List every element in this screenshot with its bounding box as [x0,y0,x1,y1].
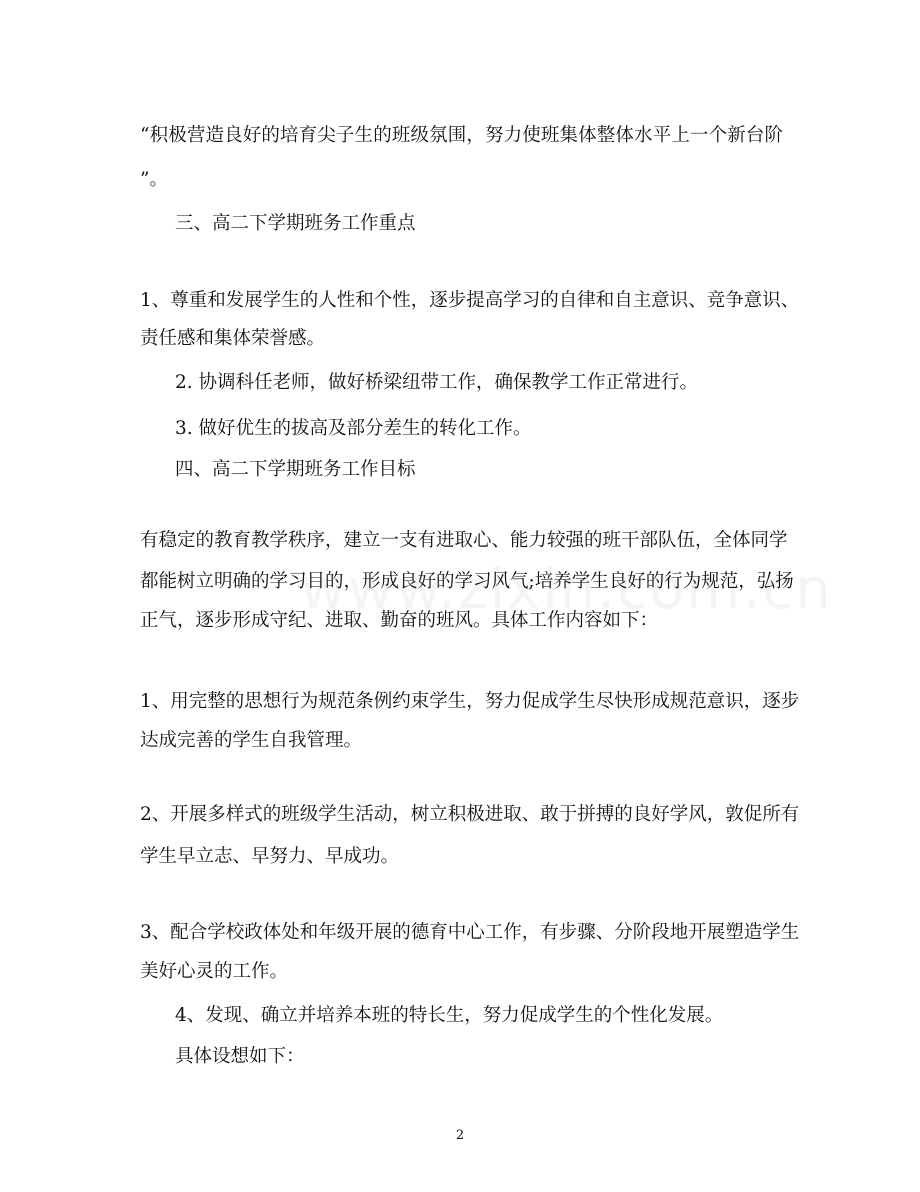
paragraph-line: 学生早立志、早努力、早成功。 [140,846,400,867]
list-item: 4、发现、确立并培养本班的特长生，努力促成学生的个性化发展。 [175,1005,724,1026]
paragraph-line: 美好心灵的工作。 [140,961,289,982]
paragraph-line: 具体设想如下： [175,1046,305,1067]
paragraph-line: 都能树立明确的学习目的，形成良好的学习风气;培养学生良好的行为规范，弘扬 [140,571,794,592]
paragraph-line: 1、尊重和发展学生的人性和个性，逐步提高学习的自律和自主意识、竞争意识、 [140,290,800,311]
paragraph-line: “积极营造良好的培育尖子生的班级氛围，努力使班集体整体水平上一个新台阶 [140,125,783,146]
paragraph-line: 1、用完整的思想行为规范条例约束学生，努力促成学生尽快形成规范意识，逐步 [140,691,800,712]
paragraph-line: 责任感和集体荣誉感。 [140,328,326,349]
page-number: 2 [455,1128,465,1143]
paragraph-line: 正气，逐步形成守纪、进取、勤奋的班风。具体工作内容如下： [140,610,659,631]
list-item: 2. 协调科任老师，做好桥梁纽带工作，确保教学工作正常进行。 [175,372,699,393]
section-heading: 四、高二下学期班务工作目标 [175,459,416,480]
paragraph-line: 3、配合学校政体处和年级开展的德育中心工作，有步骤、分阶段地开展塑造学生 [140,922,800,943]
paragraph-line: 有稳定的教育教学秩序，建立一支有进取心、能力较强的班干部队伍，全体同学 [140,530,788,551]
paragraph-line: ”。 [140,169,168,190]
paragraph-line: 达成完善的学生自我管理。 [140,730,363,751]
list-item: 3. 做好优生的拔高及部分差生的转化工作。 [175,418,532,439]
paragraph-line: 2、开展多样式的班级学生活动，树立积极进取、敢于拼搏的良好学风，敦促所有 [140,804,800,825]
section-heading: 三、高二下学期班务工作重点 [175,213,416,234]
